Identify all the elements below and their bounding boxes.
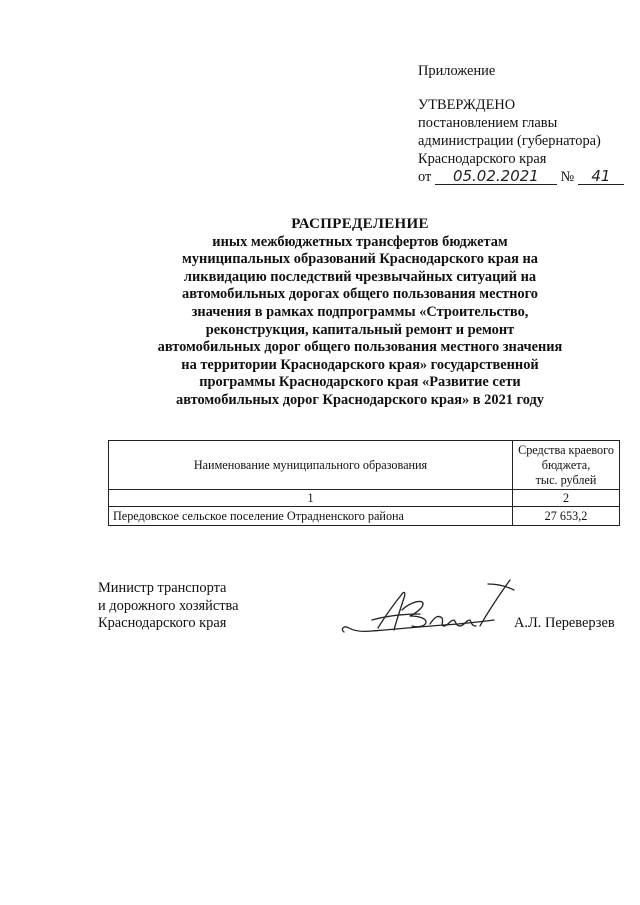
signer-line-1: Министр транспорта: [98, 580, 227, 596]
distribution-table: [108, 440, 620, 526]
approval-line-3: Краснодарского края: [418, 151, 547, 167]
col-number-1: 1: [109, 490, 513, 507]
document-title: [100, 216, 620, 410]
header-sum: [513, 441, 620, 490]
approval-line-2: администрации (губернатора): [418, 133, 601, 149]
title-line: ликвидацию последствий чрезвычайных ситуаций на: [183, 268, 537, 285]
title-line: автомобильных дорог общего пользования местного значения: [157, 339, 563, 356]
approval-block: [418, 62, 633, 186]
number-prefix: №: [560, 169, 575, 185]
approved-label: УТВЕРЖДЕНО: [418, 97, 516, 113]
approval-date-line: [418, 168, 633, 186]
approval-line-1: постановлением главы: [418, 115, 558, 131]
table-row: [109, 507, 620, 526]
title-line: на территории Краснодарского края» государственной: [181, 356, 539, 373]
header-sum-line: тыс. рублей: [535, 472, 597, 487]
header-name: Наименование муниципального образования: [109, 441, 513, 490]
title-line: автомобильных дорогах общего пользования местного: [182, 286, 538, 303]
title-main: РАСПРЕДЕЛЕНИЕ: [291, 216, 429, 232]
date-prefix: от: [418, 169, 432, 185]
title-line: программы Краснодарского края «Развитие сети: [199, 374, 521, 391]
title-line: реконструкция, капитальный ремонт и ремонт: [205, 321, 515, 338]
title-line: иных межбюджетных трансфертов бюджетам: [212, 233, 508, 250]
approval-date: 05.02.2021: [435, 168, 557, 185]
approval-number: 41: [578, 168, 624, 185]
budget-amount: 27 653,2: [513, 507, 620, 526]
header-sum-line: Средства краевого: [518, 442, 614, 457]
signer-name: А.Л. Переверзев: [514, 615, 615, 631]
handwritten-signature: [338, 576, 518, 646]
col-number-2: 2: [513, 490, 620, 507]
signer-block: [98, 580, 239, 633]
appendix-label: Приложение: [418, 63, 496, 79]
header-sum-line: бюджета,: [541, 457, 591, 472]
table-header-row: [109, 441, 620, 490]
municipality-name: Передовское сельское поселение Отрадненского района: [109, 507, 513, 526]
signer-line-2: и дорожного хозяйства: [98, 597, 239, 614]
title-line: муниципальных образований Краснодарского края на: [182, 251, 538, 268]
title-line: значения в рамках подпрограммы «Строительство,: [191, 303, 529, 320]
column-numbers-row: [109, 490, 620, 507]
signer-line-3: Краснодарского края: [98, 615, 227, 632]
title-line: автомобильных дорог Краснодарского края» в 2021 году: [176, 391, 544, 408]
